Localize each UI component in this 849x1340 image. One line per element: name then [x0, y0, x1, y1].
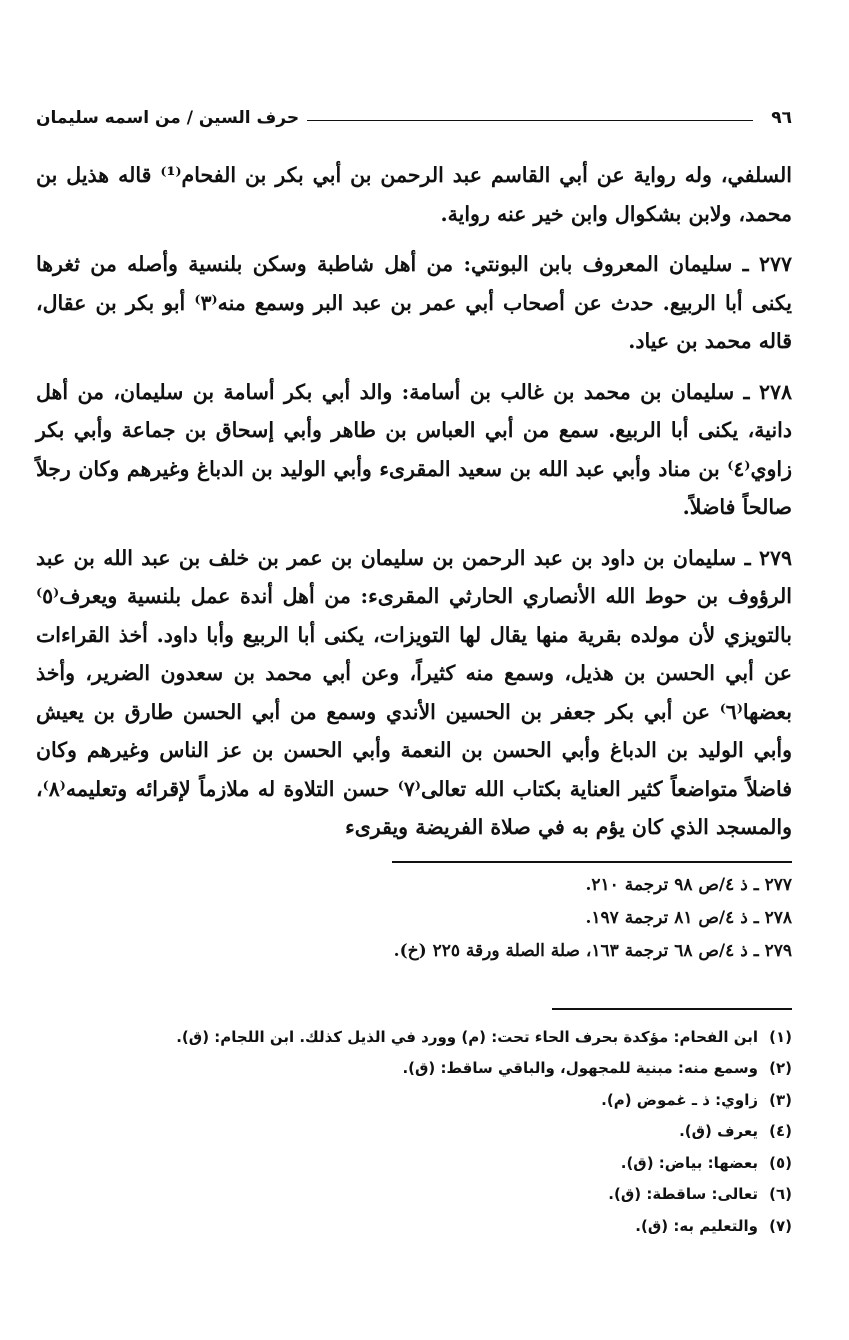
running-title: حرف السين / من اسمه سليمان — [36, 108, 300, 128]
footnote-text: تعالى: ساقطة: (ق). — [608, 1185, 758, 1203]
footnote-text: والتعليم به: (ق). — [635, 1216, 758, 1235]
footnote — [36, 1179, 792, 1211]
footnote — [36, 1022, 792, 1054]
footnote-number: (٣) — [769, 1090, 792, 1109]
paragraph-entry-277: ٢٧٧ ـ سليمان المعروف بابن البونتي: من أهل شاطبة وسكن بلنسية وأصله من ثغرها يكنى أبا الربيع. حدث عن أصحاب أبي عمر بن عبد البر وسمع منه⁽٣⁾ أبو بكر بن عقال، قاله محمد بن عياد. — [36, 252, 792, 353]
footnote-number: (٢) — [769, 1059, 792, 1077]
footnote — [36, 1053, 792, 1085]
footnote-text: زاوي: ذ ـ غموض (م). — [601, 1090, 758, 1109]
footnote-number: (٧) — [769, 1216, 792, 1235]
paragraph-entry-278: ٢٧٨ ـ سليمان بن محمد بن غالب بن أسامة: والد أبي بكر أسامة بن سليمان، من أهل دانية، يكنى أبا الربيع. سمع من أبي العباس بن طاهر وأبي إسحاق بن جماعة وأبي بكر زاوي⁽٤⁾ بن مناد وأبي عبد الله بن سعيد المقرىء وأبي الوليد بن الدباغ وغيرهم وكان رجلاً صالحاً فاضلاً. — [36, 379, 792, 519]
source-line: ٢٧٧ ـ ذ ٤/ص ٩٨ ترجمة ٢١٠. — [585, 874, 792, 895]
footnote-number: (١) — [769, 1027, 792, 1046]
footnote-text: وسمع منه: مبنية للمجهول، والباقي ساقط: (ق). — [402, 1059, 758, 1077]
page-number: ٩٦ — [771, 108, 792, 128]
footnotes-divider — [552, 1008, 792, 1010]
book-page — [36, 100, 792, 1242]
source-line: ٢٧٩ ـ ذ ٤/ص ٦٨ ترجمة ١٦٣، صلة الصلة ورقة ٢٢٥ (خ). — [393, 940, 792, 961]
footnote-number: (٤) — [769, 1122, 792, 1140]
main-text — [36, 156, 792, 847]
sources-divider — [392, 861, 792, 863]
footnote — [36, 1085, 792, 1117]
footnote-number: (٥) — [769, 1153, 792, 1172]
paragraph: السلفي، وله رواية عن أبي القاسم عبد الرحمن بن أبي بكر بن الفحام⁽¹⁾ قاله هذيل بن محمد، ولابن بشكوال وابن خير عنه رواية. — [36, 163, 792, 226]
sources-list — [36, 869, 792, 968]
footnotes-list — [36, 1022, 792, 1243]
footnote-number: (٦) — [769, 1185, 792, 1203]
footnote-text: ابن الفحام: مؤكدة بحرف الحاء تحت: (م) وورد في الذيل كذلك. ابن اللجام: (ق). — [176, 1027, 758, 1046]
footnote — [36, 1211, 792, 1243]
footnote — [36, 1116, 792, 1148]
footnote-text: بعضها: بياض: (ق). — [620, 1153, 758, 1172]
header-rule — [307, 120, 753, 121]
running-header — [36, 100, 792, 136]
footnote — [36, 1148, 792, 1180]
source-line: ٢٧٨ ـ ذ ٤/ص ٨١ ترجمة ١٩٧. — [585, 907, 792, 928]
footnote-text: يعرف (ق). — [679, 1122, 758, 1140]
paragraph-entry-279: ٢٧٩ ـ سليمان بن داود بن عبد الرحمن بن سليمان بن عمر بن خلف بن عبد الله بن عبد الرؤوف بن حوط الله الأنصاري الحارثي المقرىء: من أهل أندة عمل بلنسية ويعرف⁽٥⁾ بالتويزي لأن مولده بقرية منها يقال لها التويزات، يكنى أبا الربيع وأبا داود. أخذ القراءات عن أبي الحسن بن هذيل، وسمع منه كثيراً، وعن أبي محمد بن سعدون الضرير، وأخذ بعضها⁽٦⁾ عن أبي بكر جعفر بن الحسين الأندي وسمع من أبي الحسن طارق بن يعيش وأبي الوليد بن الدباغ وأبي الحسن بن النعمة وأبي الحسن بن عز الناس وغيرهم وكان فاضلاً متواضعاً كثير العناية بكتاب الله تعالى⁽٧⁾ حسن التلاوة له ملازماً لإقرائه وتعليمه⁽٨⁾، والمسجد الذي كان يؤم به في صلاة الفريضة ويقرىء — [36, 545, 792, 839]
